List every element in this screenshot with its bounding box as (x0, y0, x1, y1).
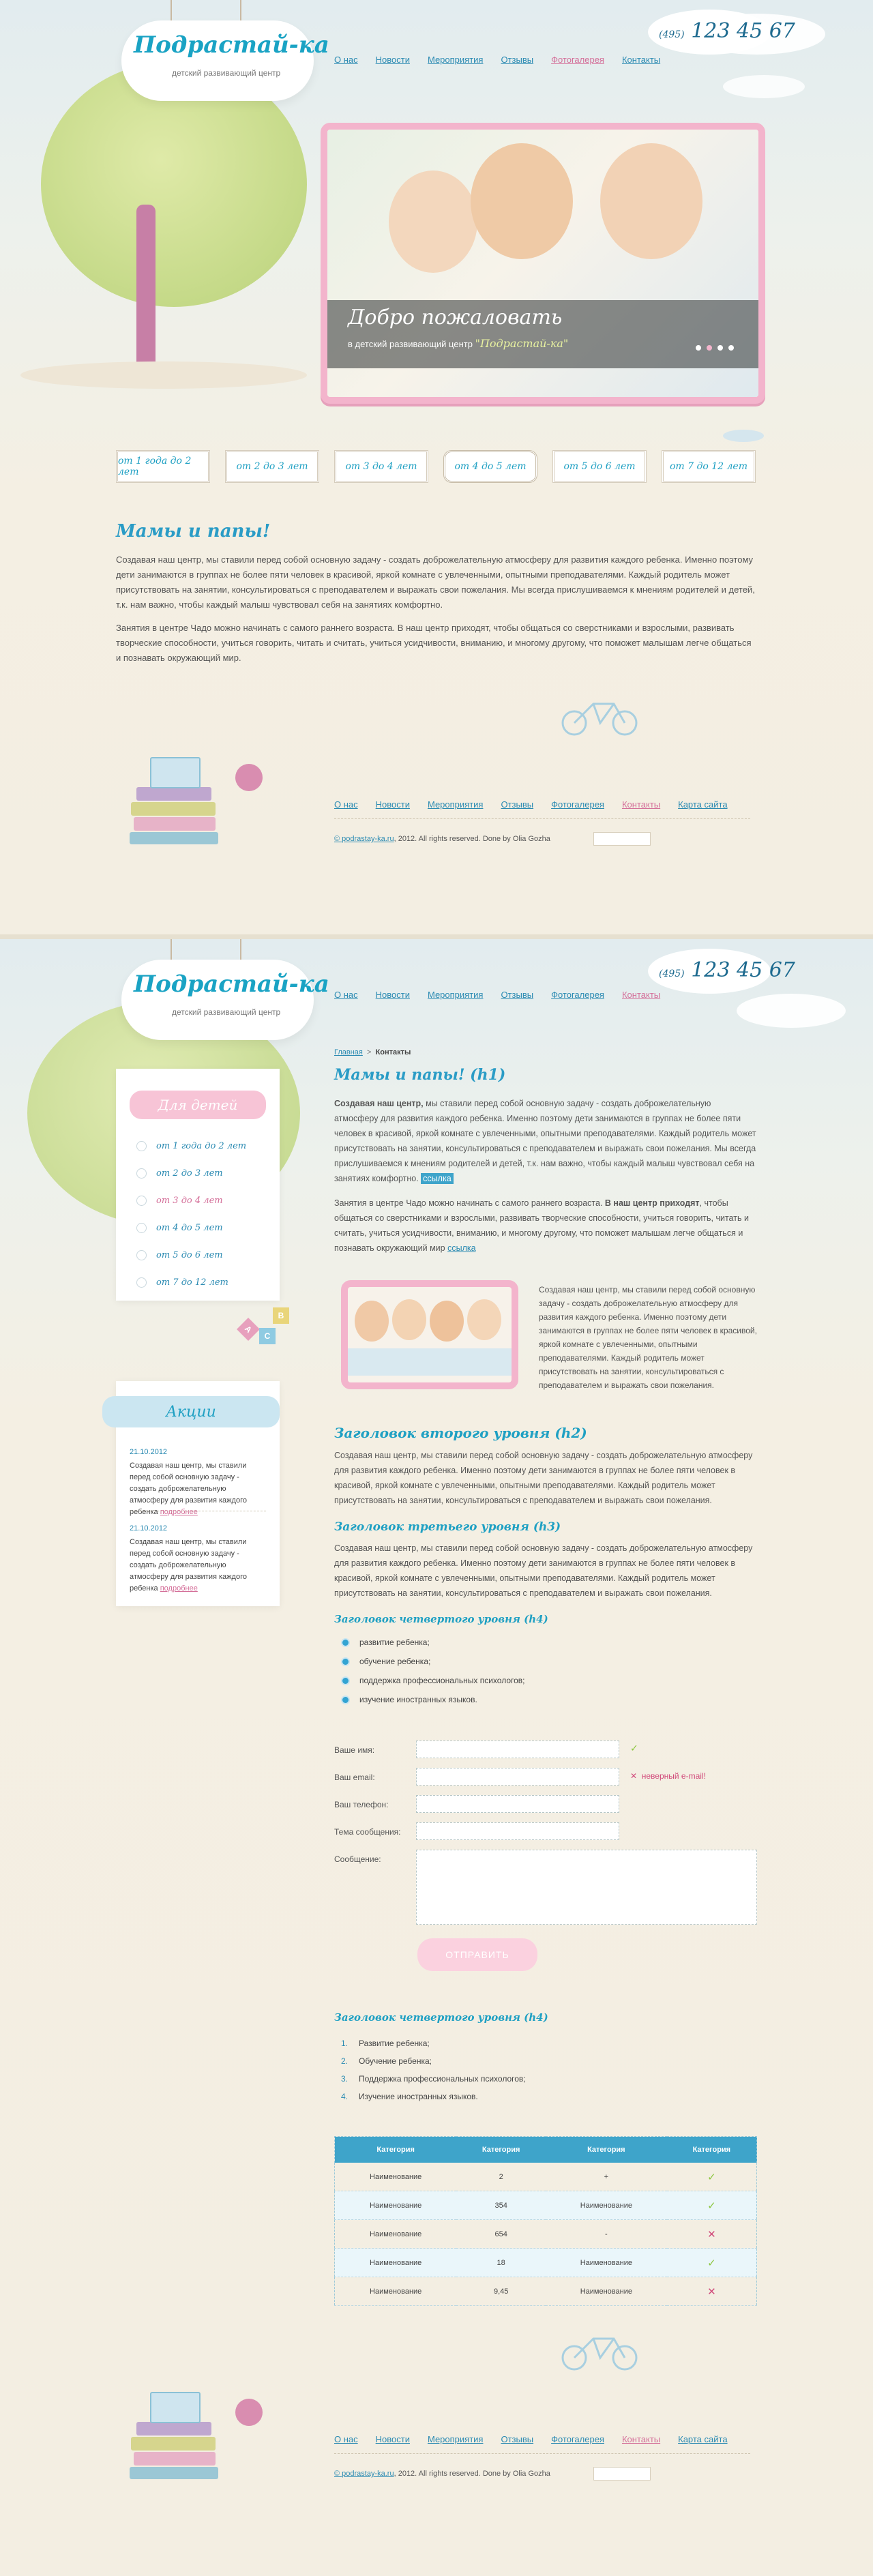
bullet-icon (342, 1659, 349, 1665)
sidebar-item-1-2[interactable]: от 1 года до 2 лет (136, 1141, 246, 1151)
list-item: обучение ребенка; (342, 1657, 430, 1666)
table-header[interactable]: Категория (456, 2137, 546, 2163)
intro-paragraph: Создавая наш центр, мы ставили перед собой основную задачу - создать доброжелательную атмосферу для развития каждого ребенка. Именно поэтому дети занимаются в группах не более пяти человек в красивой, яркой комнате с увлеченными, опытными преподавателями. Каждый родитель может присутствовать на занятии, консультироваться с преподавателем и выражать свои пожелания. Мы всегда прислушиваемся к мнениям родителей и детей, т.к. нам важно, чтобы каждый малыш чувствовал себя на занятиях комфортно. (116, 554, 755, 610)
table-row (335, 2163, 757, 2191)
content-paragraph: Создавая наш центр, мы ставили перед собой основную задачу - создать доброжелательную атмосферу для развития каждого ребенка. Именно поэтому дети занимаются в группах не более пяти человек в красивой, яркой комнате с увлеченными, опытными преподавателями. Каждый родитель может присутствовать на занятии, консультироваться с преподавателем и выражать свои пожелания. (334, 1543, 753, 1598)
logo-title[interactable]: Подрастай-ка (134, 31, 329, 59)
footer-search-input[interactable] (593, 832, 651, 846)
table-cell (667, 2191, 757, 2220)
books-illustration (130, 737, 225, 846)
footer-nav-reviews[interactable]: Отзывы (501, 2434, 534, 2444)
nav-events[interactable]: Мероприятия (427, 55, 484, 65)
sidebar-item-3-4[interactable]: от 3 до 4 лет (136, 1196, 223, 1206)
table-cell: - (546, 2220, 667, 2249)
footer-divider (334, 2453, 750, 2454)
table-header[interactable]: Категория (546, 2137, 667, 2163)
main-nav (334, 990, 660, 1000)
copyright: © podrastay-ka.ru, 2012. All rights reserved. Done by Olia Gozha (334, 2470, 550, 2478)
footer-nav (334, 799, 728, 810)
subject-field[interactable] (416, 1822, 619, 1840)
table-header[interactable]: Категория (335, 2137, 457, 2163)
heading-h3: Заголовок третьего уровня (h3) (334, 1520, 561, 1534)
bullet-icon (342, 1640, 349, 1646)
nav-reviews[interactable]: Отзывы (501, 990, 534, 1000)
table-cell (667, 2163, 757, 2191)
nav-reviews[interactable]: Отзывы (501, 55, 534, 65)
nav-gallery[interactable]: Фотогалерея (551, 55, 604, 65)
name-label: Ваше имя: (334, 1745, 375, 1755)
kid-photo (600, 143, 702, 259)
phone-label: Ваш телефон: (334, 1800, 389, 1809)
table-header[interactable]: Категория (667, 2137, 757, 2163)
list-item: 4. Изучение иностранных языков. (341, 2092, 478, 2101)
sidebar-item-4-5[interactable]: от 4 до 5 лет (136, 1223, 223, 1233)
table-row (335, 2191, 757, 2220)
nav-news[interactable]: Новости (375, 990, 410, 1000)
footer-nav-reviews[interactable]: Отзывы (501, 799, 534, 810)
footer-nav-gallery[interactable]: Фотогалерея (551, 2434, 604, 2444)
table-cell: Наименование (335, 2277, 457, 2306)
list-item: поддержка профессиональных психологов; (342, 1676, 525, 1685)
footer-nav-news[interactable]: Новости (375, 2434, 410, 2444)
message-label: Сообщение: (334, 1854, 381, 1864)
nav-news[interactable]: Новости (375, 55, 410, 65)
cross-icon: ✕ (707, 2228, 716, 2240)
abc-block-b: B (273, 1307, 289, 1324)
kid-photo (389, 171, 477, 273)
subject-label: Тема сообщения: (334, 1827, 401, 1837)
heading-h4: Заголовок четвертого уровня (h4) (334, 1613, 548, 1625)
cloud (723, 430, 764, 442)
table-cell: 654 (456, 2220, 546, 2249)
circle-icon (136, 1196, 147, 1206)
content-paragraph: Создавая наш центр, мы ставили перед собой основную задачу - создать доброжелательную атмосферу для развития каждого ребенка. Именно поэтому дети занимаются в группах не более пяти человек в красивой, яркой комнате с увлеченными, опытными преподавателями. Каждый родитель может присутствовать на занятии, консультироваться с преподавателем и выражать свои пожелания. (334, 1451, 753, 1505)
bullet-icon (342, 1678, 349, 1684)
email-error: ✕ неверный e-mail! (630, 1771, 706, 1781)
news-date: 21.10.2012 (130, 1448, 168, 1456)
nav-events[interactable]: Мероприятия (427, 990, 484, 1000)
inline-link[interactable]: ссылка (421, 1173, 453, 1184)
news-date: 21.10.2012 (130, 1524, 168, 1533)
abc-block-a: A (237, 1318, 260, 1341)
circle-icon (136, 1277, 147, 1288)
content-paragraph: Создавая наш центр, мы ставили перед собой основную задачу - создать доброжелательную атмосферу для развития каждого ребенка. Именно поэтому дети занимаются в группах не более пяти человек в красивой, яркой комнате с увлеченными, опытными преподавателями. Каждый родитель может присутствовать на занятии, консультироваться с преподавателем и выражать свои пожелания. Мы всегда прислушиваемся к мнениям родителей и детей, т.к. нам важно, чтобы каждый малыш чувствовал себя на занятиях комфортно. ссылка (334, 1099, 756, 1183)
list-item: 3. Поддержка профессиональных психологов; (341, 2074, 526, 2084)
check-icon: ✓ (707, 2200, 716, 2212)
email-label: Ваш email: (334, 1773, 375, 1782)
table-cell (667, 2220, 757, 2249)
abc-block-c: C (259, 1328, 276, 1344)
copyright: © podrastay-ka.ru, 2012. All rights reserved. Done by Olia Gozha (334, 835, 550, 843)
message-field[interactable] (416, 1850, 757, 1925)
sidebar-item-7-12[interactable]: от 7 до 12 лет (136, 1277, 228, 1288)
slider-dots (696, 345, 734, 351)
books-illustration (130, 2371, 225, 2481)
news-more-link[interactable]: подробнее (160, 1584, 198, 1593)
kid-photo (471, 143, 573, 259)
footer-nav-about[interactable]: О нас (334, 799, 358, 810)
inline-link[interactable]: ссылка (447, 1243, 476, 1253)
breadcrumb-home[interactable]: Главная (334, 1048, 363, 1056)
tree-trunk (136, 205, 156, 382)
news-more-link[interactable]: подробнее (160, 1508, 198, 1516)
list-item: 1. Развитие ребенка; (341, 2039, 430, 2048)
intro-paragraph-2: Занятия в центре Чадо можно начинать с самого раннего возраста. В наш центр приходят, чтобы общаться со сверстниками и взрослыми, развивать творческие способности, учиться говорить, читать и считать, учиться усидчивости, вниманию, и многому другому, что поможет малышам легче общаться и познавать окружающий мир. (116, 623, 752, 663)
circle-icon (136, 1250, 147, 1260)
slide-title: Добро пожаловать (348, 306, 563, 329)
table-cell: 354 (456, 2191, 546, 2220)
footer-nav-events[interactable]: Мероприятия (427, 2434, 484, 2444)
bicycle-icon (559, 696, 641, 737)
list-item: 2. Обучение ребенка; (341, 2056, 432, 2066)
submit-button[interactable]: ОТПРАВИТЬ (417, 1938, 537, 1971)
table-row (335, 2220, 757, 2249)
ground (20, 361, 307, 389)
bullet-icon (342, 1697, 349, 1703)
table-cell: 18 (456, 2249, 546, 2277)
slider-dot[interactable] (707, 345, 712, 351)
table-cell: Наименование (335, 2249, 457, 2277)
age-button-1-2[interactable]: от 1 года до 2 лет (116, 450, 210, 483)
phone-field[interactable] (416, 1795, 619, 1813)
welcome-slider[interactable] (321, 123, 765, 404)
logo-subtitle: детский развивающий центр (172, 1007, 281, 1017)
heading-h4: Заголовок четвертого уровня (h4) (334, 2011, 548, 2024)
footer-nav-contacts[interactable]: Контакты (621, 799, 661, 810)
bicycle-icon (559, 2330, 641, 2371)
footer-nav (334, 2434, 728, 2444)
footer-nav-about[interactable]: О нас (334, 2434, 358, 2444)
footer-divider (334, 818, 750, 819)
slider-dot[interactable] (696, 345, 701, 351)
table-cell: Наименование (335, 2220, 457, 2249)
logo-title[interactable]: Подрастай-ка (134, 971, 329, 998)
age-button-7-12[interactable]: от 7 до 12 лет (662, 450, 756, 483)
circle-icon (136, 1168, 147, 1179)
footer-nav-news[interactable]: Новости (375, 799, 410, 810)
footer-nav-contacts[interactable]: Контакты (621, 2434, 661, 2444)
nav-gallery[interactable]: Фотогалерея (551, 990, 604, 1000)
check-icon: ✓ (707, 2257, 716, 2269)
footer-nav-events[interactable]: Мероприятия (427, 799, 484, 810)
page-heading: Мамы и папы! (116, 521, 271, 542)
slider-dot[interactable] (717, 345, 723, 351)
heading-h2: Заголовок второго уровня (h2) (334, 1425, 587, 1441)
phone[interactable]: (495) 123 45 67 (659, 19, 795, 43)
nav-about[interactable]: О нас (334, 990, 358, 1000)
page-divider (0, 934, 873, 939)
table-cell: 9,45 (456, 2277, 546, 2306)
sidebar-item-2-3[interactable]: от 2 до 3 лет (136, 1168, 223, 1179)
kids-photo (341, 1280, 518, 1389)
table-cell: + (546, 2163, 667, 2191)
table-cell: Наименование (546, 2277, 667, 2306)
nav-about[interactable]: О нас (334, 55, 358, 65)
sidebar-item-5-6[interactable]: от 5 до 6 лет (136, 1250, 223, 1260)
table-row (335, 2277, 757, 2306)
table-row (335, 2249, 757, 2277)
data-table (334, 2136, 757, 2306)
age-button-4-5[interactable]: от 4 до 5 лет (443, 450, 537, 483)
cloud (723, 75, 805, 98)
home-page (0, 0, 873, 934)
contacts-page (0, 939, 873, 2576)
table-cell: 2 (456, 2163, 546, 2191)
valid-check-icon: ✓ (630, 1743, 638, 1753)
circle-icon (136, 1223, 147, 1233)
nav-contacts[interactable]: Контакты (621, 55, 661, 65)
phone[interactable]: (495) 123 45 67 (659, 958, 795, 982)
list-item: развитие ребенка; (342, 1638, 430, 1647)
table-cell: Наименование (546, 2249, 667, 2277)
table-cell: Наименование (546, 2191, 667, 2220)
footer-search-input[interactable] (593, 2467, 651, 2481)
content-paragraph: Занятия в центре Чадо можно начинать с самого раннего возраста. В наш центр приходят, чтобы общаться со сверстниками и взрослыми, развивать творческие способности, учиться говорить, читать и считать, учиться усидчивости, вниманию, и многому другому, что поможет малышам легче общаться и познавать окружающий мир ссылка (334, 1198, 749, 1253)
footer-nav-sitemap[interactable]: Карта сайта (678, 2434, 728, 2444)
age-button-2-3[interactable]: от 2 до 3 лет (225, 450, 319, 483)
name-field[interactable] (416, 1741, 619, 1758)
footer-nav-sitemap[interactable]: Карта сайта (678, 799, 728, 810)
cloud (737, 994, 846, 1028)
check-icon: ✓ (707, 2171, 716, 2183)
news-item: Создавая наш центр, мы ставили перед собой основную задачу - создать доброжелательную атмосферу для развития каждого ребенка подробнее (130, 1462, 247, 1516)
photo-caption: Создавая наш центр, мы ставили перед собой основную задачу - создать доброжелательную атмосферу для развития каждого ребенка. Именно поэтому дети занимаются в группах не более пяти человек в красивой, яркой комнате с увлеченными, опытными преподавателями. Каждый родитель может присутствовать на занятии, консультироваться с преподавателем и выражать свои пожелания. (539, 1285, 757, 1390)
footer-nav-gallery[interactable]: Фотогалерея (551, 799, 604, 810)
table-cell: Наименование (335, 2163, 457, 2191)
slider-dot[interactable] (728, 345, 734, 351)
table-cell: Наименование (335, 2191, 457, 2220)
table-cell (667, 2249, 757, 2277)
email-field[interactable] (416, 1768, 619, 1786)
main-nav (334, 55, 660, 65)
breadcrumb: Главная > Контакты (334, 1048, 411, 1056)
cross-icon: ✕ (707, 2285, 716, 2298)
logo-subtitle: детский развивающий центр (172, 68, 281, 78)
list-item: изучение иностранных языков. (342, 1695, 477, 1704)
age-button-3-4[interactable]: от 3 до 4 лет (334, 450, 428, 483)
nav-contacts[interactable]: Контакты (621, 990, 661, 1000)
news-item: Создавая наш центр, мы ставили перед собой основную задачу - создать доброжелательную атмосферу для развития каждого ребенка подробнее (130, 1538, 247, 1593)
table-cell (667, 2277, 757, 2306)
page-title: Мамы и папы! (h1) (334, 1066, 506, 1084)
promo-title: Акции (102, 1396, 280, 1427)
kids-menu-title: Для детей (130, 1091, 266, 1119)
circle-icon (136, 1141, 147, 1151)
age-button-5-6[interactable]: от 5 до 6 лет (552, 450, 647, 483)
table-header-row (335, 2137, 757, 2163)
slide-subtitle: в детский развивающий центр "Подрастай-ка" (348, 337, 569, 350)
